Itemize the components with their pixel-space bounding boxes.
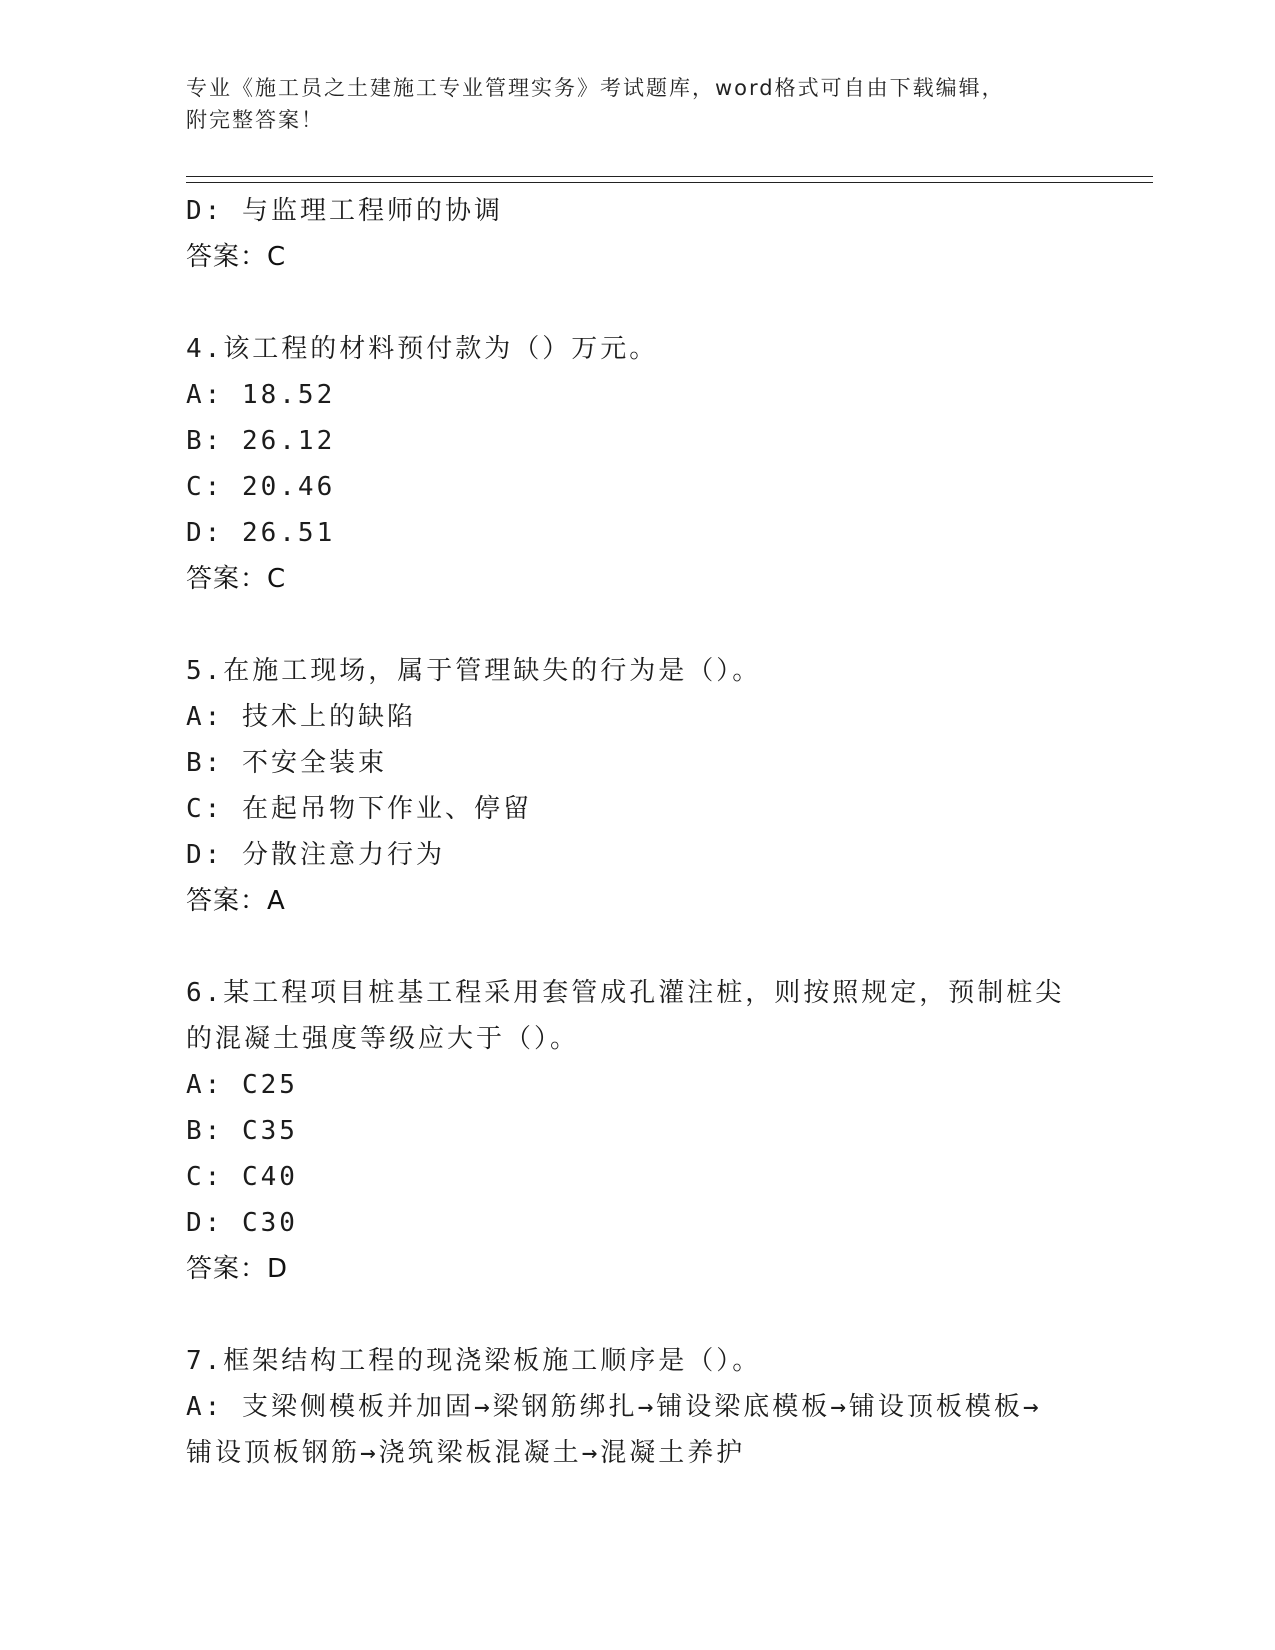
q3-answer: 答案：C	[186, 242, 287, 272]
header-line-2: 附完整答案！	[186, 108, 324, 132]
q4-option-c: C: 20.46	[186, 472, 336, 502]
document-header	[186, 72, 1066, 136]
q6-option-a: A: C25	[186, 1070, 298, 1100]
q7-option-a-line-1: A: 支梁侧模板并加固→梁钢筋绑扎→铺设梁底模板→铺设顶板模板→	[186, 1392, 1042, 1422]
q6-option-b: B: C35	[186, 1116, 298, 1146]
q6-answer: 答案：D	[186, 1254, 289, 1284]
q5-option-b: B: 不安全装束	[186, 748, 387, 778]
q6-option-c: C: C40	[186, 1162, 298, 1192]
q6-stem-line-2: 的混凝土强度等级应大于（）。	[186, 1024, 580, 1054]
q7-option-a-line-2: 铺设顶板钢筋→浇筑梁板混凝土→混凝土养护	[186, 1438, 746, 1468]
header-rule-bottom	[186, 182, 1153, 183]
q4-option-d: D: 26.51	[186, 518, 336, 548]
q5-option-d: D: 分散注意力行为	[186, 840, 445, 870]
q4-stem: 4.该工程的材料预付款为（）万元。	[186, 334, 659, 364]
q3-option-d: D: 与监理工程师的协调	[186, 196, 503, 226]
header-rule-top	[186, 176, 1153, 177]
q4-answer: 答案：C	[186, 564, 287, 594]
q4-option-b: B: 26.12	[186, 426, 336, 456]
q4-option-a: A: 18.52	[186, 380, 336, 410]
spacer	[186, 924, 1086, 970]
q5-stem: 5.在施工现场，属于管理缺失的行为是（）。	[186, 656, 762, 686]
header-line-1: 专业《施工员之土建施工专业管理实务》考试题库，word格式可自由下载编辑，	[186, 76, 1005, 100]
q5-option-c: C: 在起吊物下作业、停留	[186, 794, 532, 824]
q5-option-a: A: 技术上的缺陷	[186, 702, 416, 732]
spacer	[186, 602, 1086, 648]
spacer	[186, 1292, 1086, 1338]
q7-stem: 7.框架结构工程的现浇梁板施工顺序是（）。	[186, 1346, 762, 1376]
question-list	[186, 188, 1086, 1476]
q6-stem-line-1: 6.某工程项目桩基工程采用套管成孔灌注桩，则按照规定，预制桩尖	[186, 978, 1065, 1008]
spacer	[186, 280, 1086, 326]
q6-option-d: D: C30	[186, 1208, 298, 1238]
q5-answer: 答案：A	[186, 886, 286, 916]
